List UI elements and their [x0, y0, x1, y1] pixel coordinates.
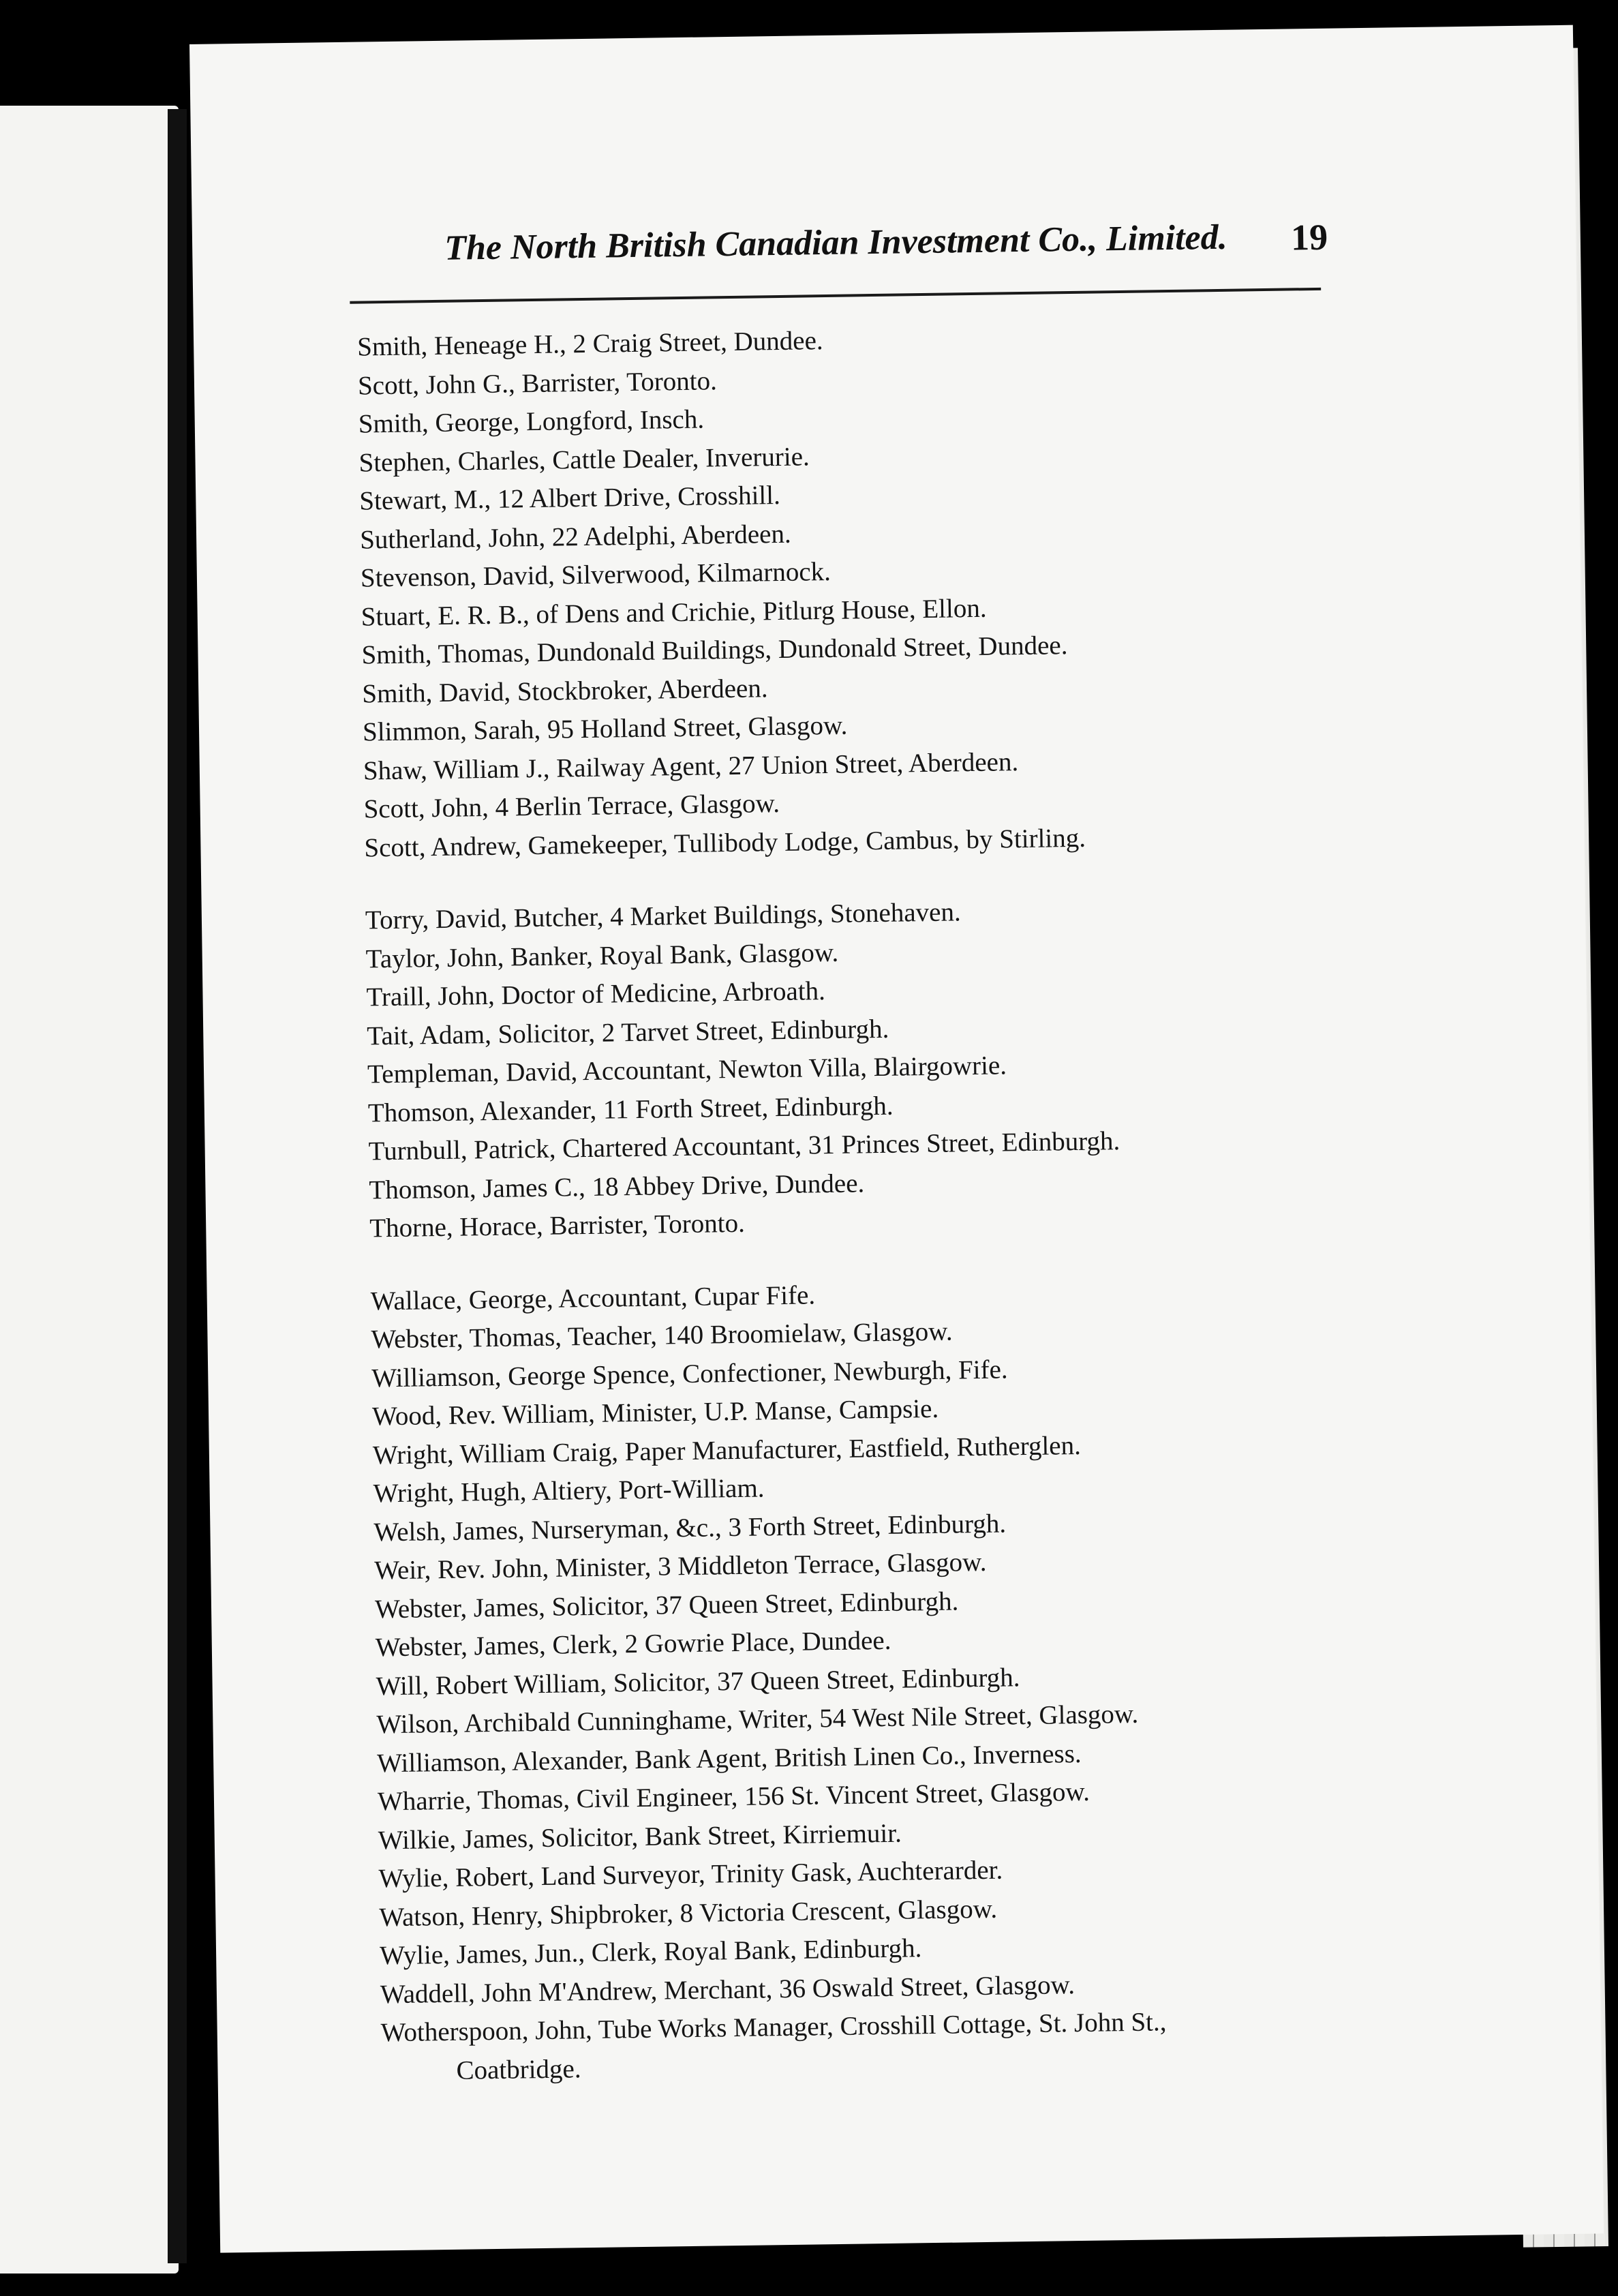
entry-text: Wright, William Craig, Paper Manufacturer, Eastfield, Rutherglen. [372, 1430, 1082, 1470]
entry-text: Smith, George, Longford, Insch. [358, 404, 705, 439]
entry-group [357, 312, 1523, 868]
entry-text: Scott, John G., Barrister, Toronto. [357, 365, 718, 401]
entry-text: Wood, Rev. William, Minister, U.P. Manse, Campsie. [371, 1393, 939, 1432]
entry-text: Stephen, Charles, Cattle Dealer, Inverurie. [358, 441, 810, 478]
book-page [189, 25, 1604, 2253]
entry-text: Wylie, Robert, Land Surveyor, Trinity Gask, Auchterarder. [378, 1855, 1003, 1894]
entry-text: Thomson, Alexander, 11 Forth Street, Edinburgh. [367, 1091, 894, 1128]
entry-text: Webster, Thomas, Teacher, 140 Broomielaw, Glasgow. [371, 1316, 953, 1355]
page-header [192, 213, 1522, 286]
entry-text: Torry, David, Butcher, 4 Market Buildings, Stonehaven. [365, 897, 961, 935]
facing-page-edge [0, 106, 179, 2274]
entry-group [370, 1266, 1540, 2091]
entry-text: Scott, Andrew, Gamekeeper, Tullibody Lodge, Cambus, by Stirling. [364, 823, 1086, 863]
entry-text: Scott, John, 4 Berlin Terrace, Glasgow. [363, 789, 780, 824]
entry-text: Wylie, James, Jun., Clerk, Royal Bank, Edinburgh. [379, 1933, 922, 1971]
entry-text: Webster, James, Clerk, 2 Gowrie Place, Dundee. [375, 1625, 891, 1663]
entry-text: Templeman, David, Accountant, Newton Villa, Blairgowrie. [367, 1051, 1007, 1089]
entry-text: Waddell, John M'Andrew, Merchant, 36 Oswald Street, Glasgow. [380, 1969, 1075, 2009]
entry-text: Smith, Thomas, Dundonald Buildings, Dundonald Street, Dundee. [361, 631, 1068, 670]
entry-text: Tait, Adam, Solicitor, 2 Tarvet Street, Edinburgh. [367, 1014, 889, 1051]
running-head: The North British Canadian Investment Co., Limited. [444, 217, 1228, 268]
entry-text: Turnbull, Patrick, Chartered Accountant, 31 Princes Street, Edinburgh. [368, 1126, 1120, 1166]
entry-text: Thorne, Horace, Barrister, Toronto. [369, 1208, 746, 1243]
entry-text: Williamson, George Spence, Confectioner, Newburgh, Fife. [371, 1354, 1008, 1393]
entry-text: Smith, David, Stockbroker, Aberdeen. [362, 673, 768, 709]
entry-text: Will, Robert William, Solicitor, 37 Queen Street, Edinburgh. [376, 1662, 1020, 1701]
entry-text: Williamson, Alexander, Bank Agent, British Linen Co., Inverness. [376, 1738, 1082, 1778]
entry-text: Wharrie, Thomas, Civil Engineer, 156 St. Vincent Street, Glasgow. [377, 1777, 1090, 1817]
entry-text: Wilkie, James, Solicitor, Bank Street, Kirriemuir. [378, 1818, 902, 1855]
shareholder-list [357, 312, 1540, 2091]
entry-text: Wright, Hugh, Altiery, Port-William. [373, 1473, 765, 1509]
entry-text: Shaw, William J., Railway Agent, 27 Union Street, Aberdeen. [363, 746, 1019, 786]
entry-text: Slimmon, Sarah, 95 Holland Street, Glasgow. [362, 710, 848, 747]
entry-text: Stewart, M., 12 Albert Drive, Crosshill. [359, 480, 781, 516]
entry-text: Stevenson, David, Silverwood, Kilmarnock. [360, 556, 831, 593]
list-entry [380, 1998, 1540, 2091]
entry-text: Watson, Henry, Shipbroker, 8 Victoria Crescent, Glasgow. [379, 1894, 998, 1932]
entry-text: Welsh, James, Nurseryman, &c., 3 Forth Street, Edinburgh. [373, 1508, 1007, 1547]
entry-text: Thomson, James C., 18 Abbey Drive, Dundee. [369, 1168, 865, 1205]
entry-text: Smith, Heneage H., 2 Craig Street, Dundee. [356, 326, 823, 362]
entry-continuation: Coatbridge. [456, 2053, 581, 2085]
entry-text: Weir, Rev. John, Minister, 3 Middleton Terrace, Glasgow. [373, 1547, 987, 1586]
book-gutter [168, 109, 187, 2263]
entry-group [365, 886, 1529, 1248]
entry-text: Wilson, Archibald Cunninghame, Writer, 54 West Nile Street, Glasgow. [376, 1699, 1139, 1740]
entry-text: Webster, James, Solicitor, 37 Queen Street, Edinburgh. [374, 1586, 959, 1624]
page-number: 19 [1290, 216, 1328, 258]
entry-text: Wotherspoon, John, Tube Works Manager, Crosshill Cottage, St. John St., [380, 2007, 1167, 2048]
entry-text: Wallace, George, Accountant, Cupar Fife. [370, 1280, 816, 1316]
entry-text: Stuart, E. R. B., of Dens and Crichie, Pitlurg House, Ellon. [361, 593, 987, 632]
header-rule [350, 288, 1321, 304]
entry-text: Traill, John, Doctor of Medicine, Arbroath. [366, 976, 826, 1012]
entry-text: Taylor, John, Banker, Royal Bank, Glasgow. [365, 937, 839, 974]
entry-text: Sutherland, John, 22 Adelphi, Aberdeen. [359, 519, 791, 555]
